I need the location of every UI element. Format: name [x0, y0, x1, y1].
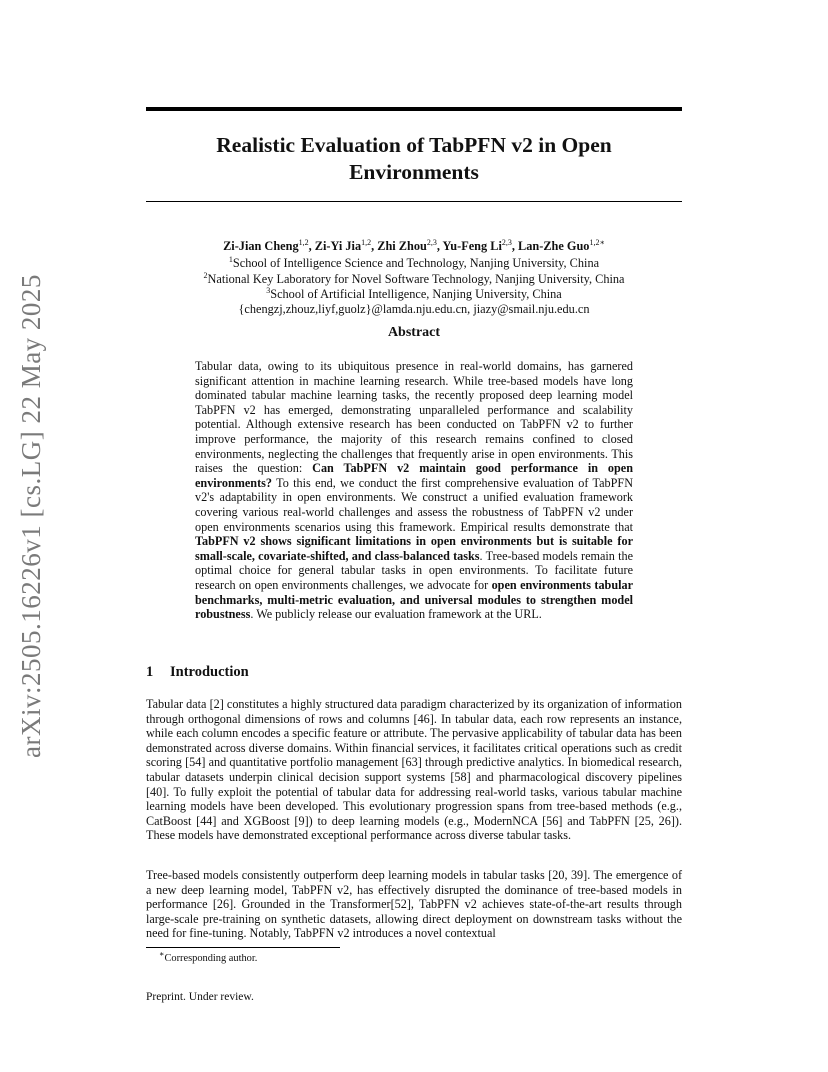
abstract-text: To this end, we conduct the first comprehensive evaluation of TabPFN v2's adaptability in open environments. We construct a unified evaluation framework covering various real-world challenges and assess the robustness of TabPFN v2 under open environments scenarios using this framework. Empirical results demonstrate that [195, 475, 633, 534]
abstract-emphasis: TabPFN v2 shows significant limitations in open environments but is suitable for small-scale, covariate-shifted, and class-balanced tasks [195, 534, 633, 563]
abstract-text: Tabular data, owing to its ubiquitous presence in real-world domains, has garnered significant attention in machine learning research. While tree-based models have long dominated tabular machine learning tasks, the recently proposed deep learning model TabPFN v2 has emerged, demonstrating unparalleled performance and scalability potential. Although extensive research has been conducted on TabPFN v2 to further improve performance, the majority of this research remains confined to closed environments, neglecting the challenges that frequently arise in open environments. This raises the question: [195, 359, 633, 476]
author-affil-mark: 1,2 [298, 237, 309, 247]
abstract-emphasis: Can TabPFN v2 maintain good performance in open environments? [195, 461, 633, 490]
affil-mark: 2 [203, 270, 208, 280]
author-name: Yu-Feng Li [442, 239, 502, 253]
arxiv-identifier: arXiv:2505.16226v1 [cs.LG] 22 May 2025 [16, 274, 46, 758]
abstract-heading: Abstract [387, 325, 441, 340]
title-line-1: Realistic Evaluation of TabPFN v2 in Open [216, 133, 612, 157]
title-line-2: Environments [349, 160, 479, 184]
author-name: Lan-Zhe Guo [518, 239, 590, 253]
affil-text: School of Artificial Intelligence, Nanjing University, China [270, 287, 562, 301]
footnote-mark: ∗ [159, 949, 165, 959]
affil-mark: 3 [266, 285, 271, 295]
title-bottom-rule [146, 201, 682, 202]
intro-paragraph-2: Tree-based models consistently outperform deep learning models in tabular tasks [20, 39]. The emergence of a new deep learning model, TabPFN v2, has effectively disrupted the dominance of tree-based models in performance [26]. Grounded in the Transformer[52], TabPFN v2 achieves state-of-the-art results through large-scale pre-training on synthetic datasets, allowing direct deployment on downstream tasks without the need for fine-tuning. Notably, TabPFN v2 introduces a novel contextual [146, 868, 682, 941]
author-affil-mark: 1,2 [361, 237, 372, 247]
section-heading [146, 664, 249, 681]
footnote-text: Corresponding author. [164, 953, 258, 964]
author-affil-mark: 1,2∗ [589, 237, 605, 247]
author-affil-mark: 2,3 [426, 237, 437, 247]
footnote-rule [146, 947, 340, 948]
abstract-body [195, 359, 633, 622]
affil-text: National Key Laboratory for Novel Software Technology, Nanjing University, China [207, 272, 625, 286]
intro-paragraph-1: Tabular data [2] constitutes a highly structured data paradigm characterized by its organization of information through orthogonal dimensions of rows and columns [46]. In tabular data, each row represents an instance, while each column encodes a specific feature or attribute. The pervasive applicability of tabular data has been demonstrated across diverse domains. Within financial services, it facilitates critical operations such as credit scoring [54] and quantitative portfolio management [63] through predictive analytics. In biomedical research, tabular datasets underpin clinical decision support systems [58] and pharmacological discovery pipelines [40]. To fully exploit the potential of tabular data for addressing real-world tasks, various tabular machine learning models have been developed. This evolutionary progression spans from tree-based methods (e.g., CatBoost [44] and XGBoost [9]) to deep learning models (e.g., ModernNCA [56] and TabPFN [25, 26]). These models have demonstrated exceptional performance across diverse tabular tasks. [146, 697, 682, 843]
author-list: Zi-Jian Cheng$^{1,2}$, Zi-Yi Jia$^{1,2}$, Zhi Zhou$^{2,3}$, Yu-Feng Li$^{2,3}$, Lan-Zhe Guo$^{1,2∗}$ [223, 237, 605, 253]
affiliation-2 [120, 271, 708, 287]
section-number: 1 [146, 664, 154, 680]
affil-text: School of Intelligence Science and Technology, Nanjing University, China [232, 256, 600, 270]
author-name: Zhi Zhou [377, 239, 427, 253]
preprint-footer: Preprint. Under review. [146, 991, 254, 1003]
title-top-rule [146, 107, 682, 111]
abstract-text: . We publicly release our evaluation framework at the URL. [250, 607, 542, 622]
abstract-emphasis: open environments tabular benchmarks, multi-metric evaluation, and universal modules to strengthen model robustness [195, 577, 633, 622]
affiliation-1 [120, 255, 708, 271]
paper-title [146, 132, 682, 186]
abstract-text: . Tree-based models remain the optimal choice for general tabular tasks in open environments. To facilitate future research on open environments challenges, we advocate for [195, 548, 633, 592]
affil-mark: 1 [228, 254, 233, 264]
affiliation-3 [120, 286, 708, 302]
author-name: Zi-Jian Cheng [223, 239, 299, 253]
author-affil-mark: 2,3 [501, 237, 512, 247]
author-emails: {chengzj,zhouz,liyf,guolz}@lamda.nju.edu.cn, jiazy@smail.nju.edu.cn [238, 302, 590, 316]
author-name: Zi-Yi Jia [314, 239, 362, 253]
footnote [159, 949, 258, 964]
section-title: Introduction [170, 664, 249, 680]
